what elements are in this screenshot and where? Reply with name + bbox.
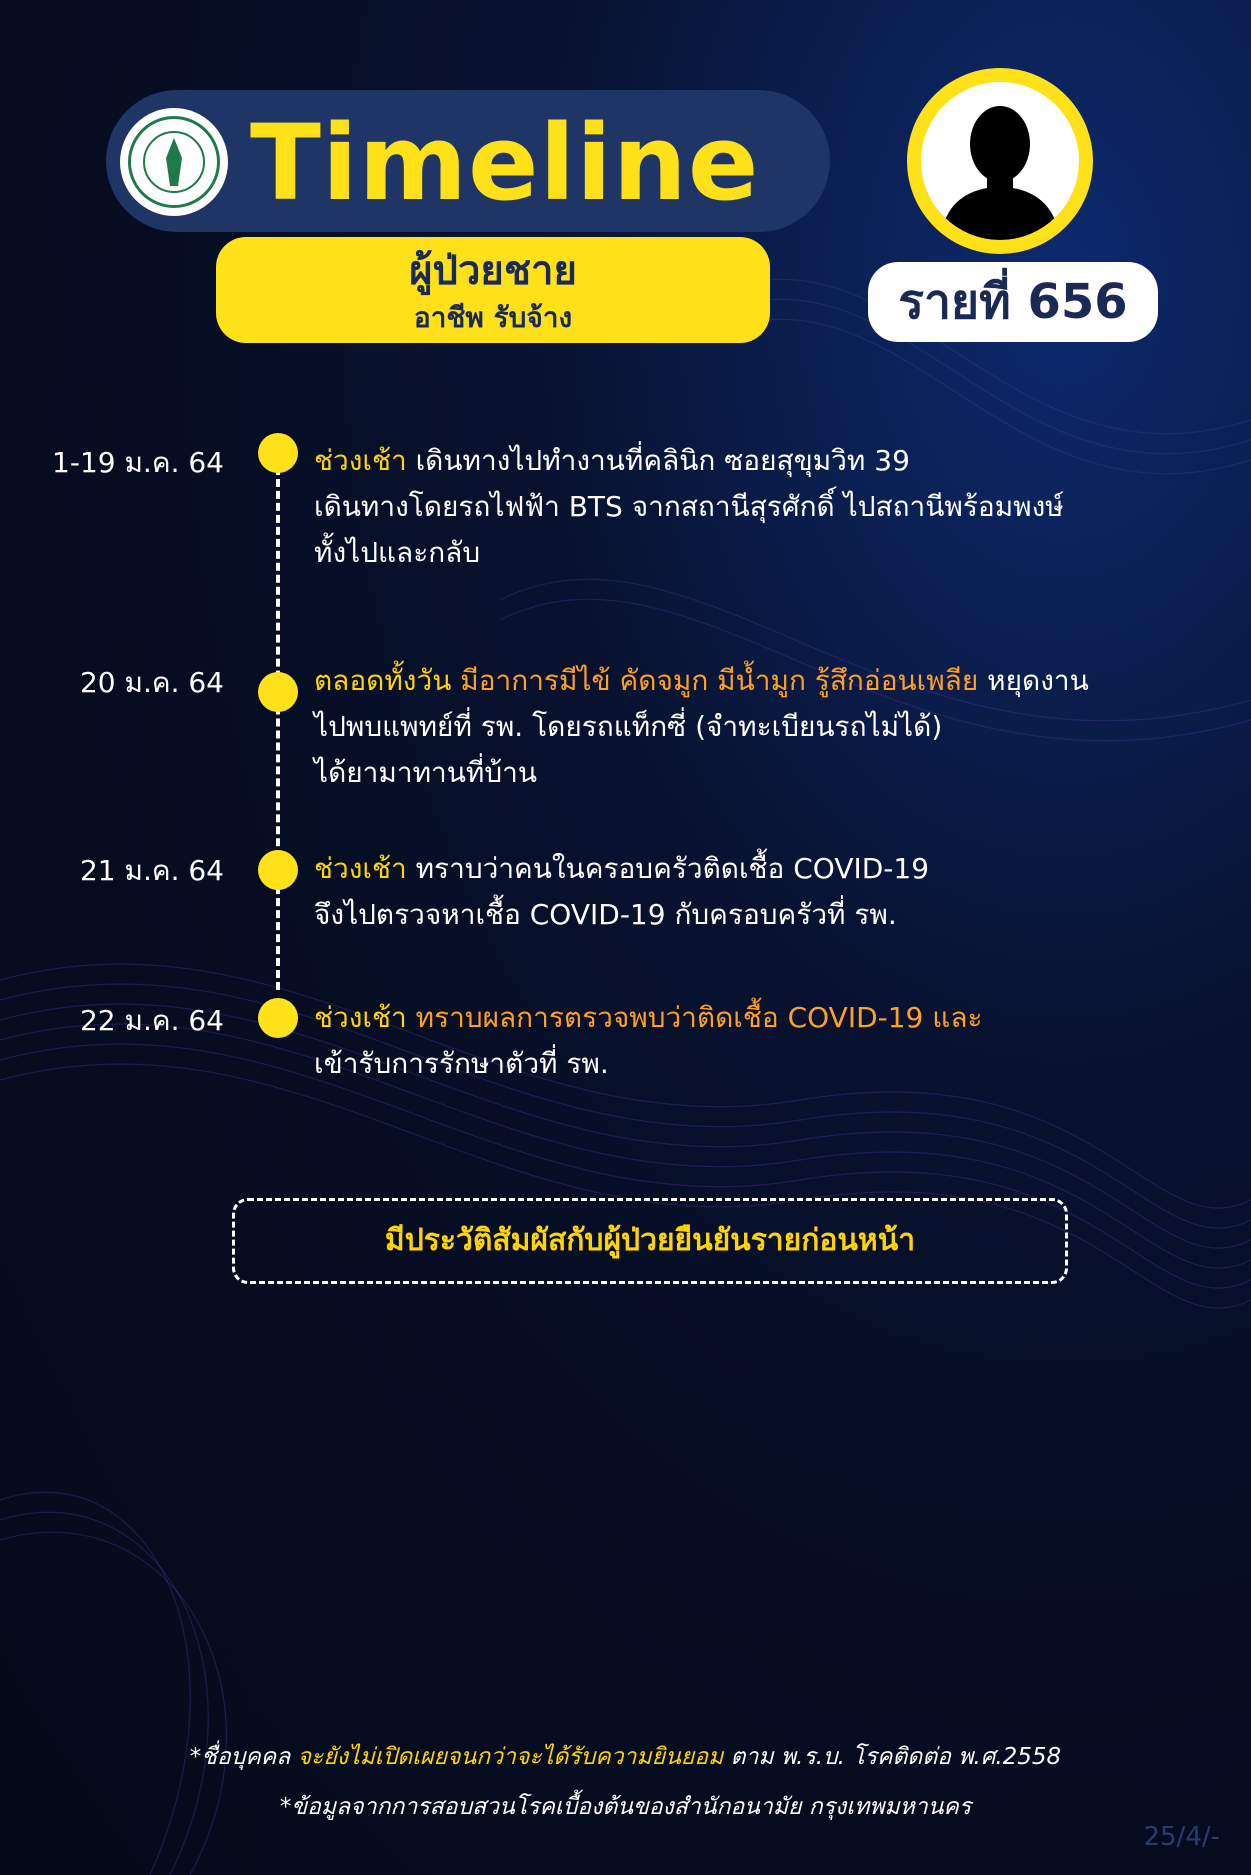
- footnote-text: *ชื่อบุคคล: [189, 1744, 298, 1770]
- entry-text: หยุดงาน: [978, 664, 1089, 697]
- timeline-entry-line: [314, 995, 1214, 1041]
- entry-text: ทราบว่าคนในครอบครัวติดเชื้อ COVID-19: [406, 852, 930, 885]
- entry-highlight: ช่วงเช้า: [314, 852, 407, 885]
- page-title: Timeline: [250, 102, 760, 224]
- entry-highlight: ทราบผลการตรวจพบว่าติดเชื้อ COVID-19 และ: [415, 1001, 983, 1034]
- footnote-text: ตาม พ.ร.บ. โรคติดต่อ พ.ศ.2558: [723, 1744, 1062, 1770]
- timeline-entry-line: [314, 1041, 1214, 1087]
- timeline-entry-line: [314, 846, 1214, 892]
- entry-text: เดินทางไปทำงานที่คลินิก ซอยสุขุมวิท 39: [406, 444, 910, 477]
- entry-text: ทั้งไปและกลับ: [314, 536, 481, 569]
- entry-text: [407, 1001, 416, 1034]
- person-silhouette-icon: [921, 82, 1079, 240]
- timeline-date: 20 ม.ค. 64: [79, 666, 224, 699]
- timeline-entry-line: [314, 750, 1214, 796]
- entry-text: [451, 664, 460, 697]
- entry-text: เดินทางโดยรถไฟฟ้า BTS จากสถานีสุรศักดิ์ ไปสถานีพร้อมพงษ์: [314, 490, 1064, 523]
- date-stamp: 25/4/-: [1143, 1822, 1220, 1852]
- timeline-entry-line: [314, 530, 1214, 576]
- timeline-date: 22 ม.ค. 64: [79, 1004, 224, 1037]
- timeline-date: 21 ม.ค. 64: [79, 854, 224, 887]
- timeline-entry: [314, 995, 1214, 1087]
- timeline-entry-line: [314, 892, 1214, 938]
- entry-highlight: มีอาการมีไข้ คัดจมูก มีน้ำมูก รู้สึกอ่อนเพลีย: [460, 664, 979, 697]
- entry-highlight: ช่วงเช้า: [314, 444, 407, 477]
- timeline-entry-line: [314, 438, 1214, 484]
- entry-highlight: ช่วงเช้า: [314, 1001, 407, 1034]
- patient-gender: ผู้ป่วยชาย: [409, 248, 577, 294]
- entry-text: ได้ยามาทานที่บ้าน: [314, 756, 537, 789]
- patient-info-pill: [216, 237, 770, 343]
- case-number-badge: รายที่ 656: [868, 262, 1158, 342]
- timeline-connector: [276, 455, 280, 990]
- privacy-footnote: [0, 1740, 1251, 1774]
- timeline-entry-line: [314, 704, 1214, 750]
- timeline-entry: [314, 846, 1214, 938]
- entry-text: เข้ารับการรักษาตัวที่ รพ.: [314, 1047, 609, 1080]
- entry-text: ไปพบแพทย์ที่ รพ. โดยรถแท็กซี่ (จำทะเบียนรถไม่ได้): [314, 710, 943, 743]
- source-footnote: *ข้อมูลจากการสอบสวนโรคเบื้องต้นของสำนักอนามัย กรุงเทพมหานคร: [279, 1794, 972, 1820]
- footnote-highlight: จะยังไม่เปิดเผยจนกว่าจะได้รับความยินยอม: [297, 1744, 724, 1770]
- entry-text: จึงไปตรวจหาเชื้อ COVID-19 กับครอบครัวที่ รพ.: [314, 898, 897, 931]
- contact-history-notice: มีประวัติสัมผัสกับผู้ป่วยยืนยันรายก่อนหน้า: [232, 1198, 1068, 1284]
- patient-occupation: อาชีพ รับจ้าง: [413, 301, 573, 334]
- timeline-entry-line: [314, 484, 1214, 530]
- avatar: [907, 68, 1093, 254]
- timeline-entry: [314, 658, 1214, 796]
- timeline-dot: [258, 998, 298, 1038]
- timeline-date: 1-19 ม.ค. 64: [52, 446, 224, 479]
- bangkok-seal-logo: [120, 108, 228, 216]
- timeline-dot: [258, 433, 298, 473]
- timeline-dot: [258, 850, 298, 890]
- timeline-dot: [258, 672, 298, 712]
- entry-highlight: ตลอดทั้งวัน: [314, 664, 452, 697]
- timeline-entry: [314, 438, 1214, 576]
- timeline-entry-line: [314, 658, 1214, 704]
